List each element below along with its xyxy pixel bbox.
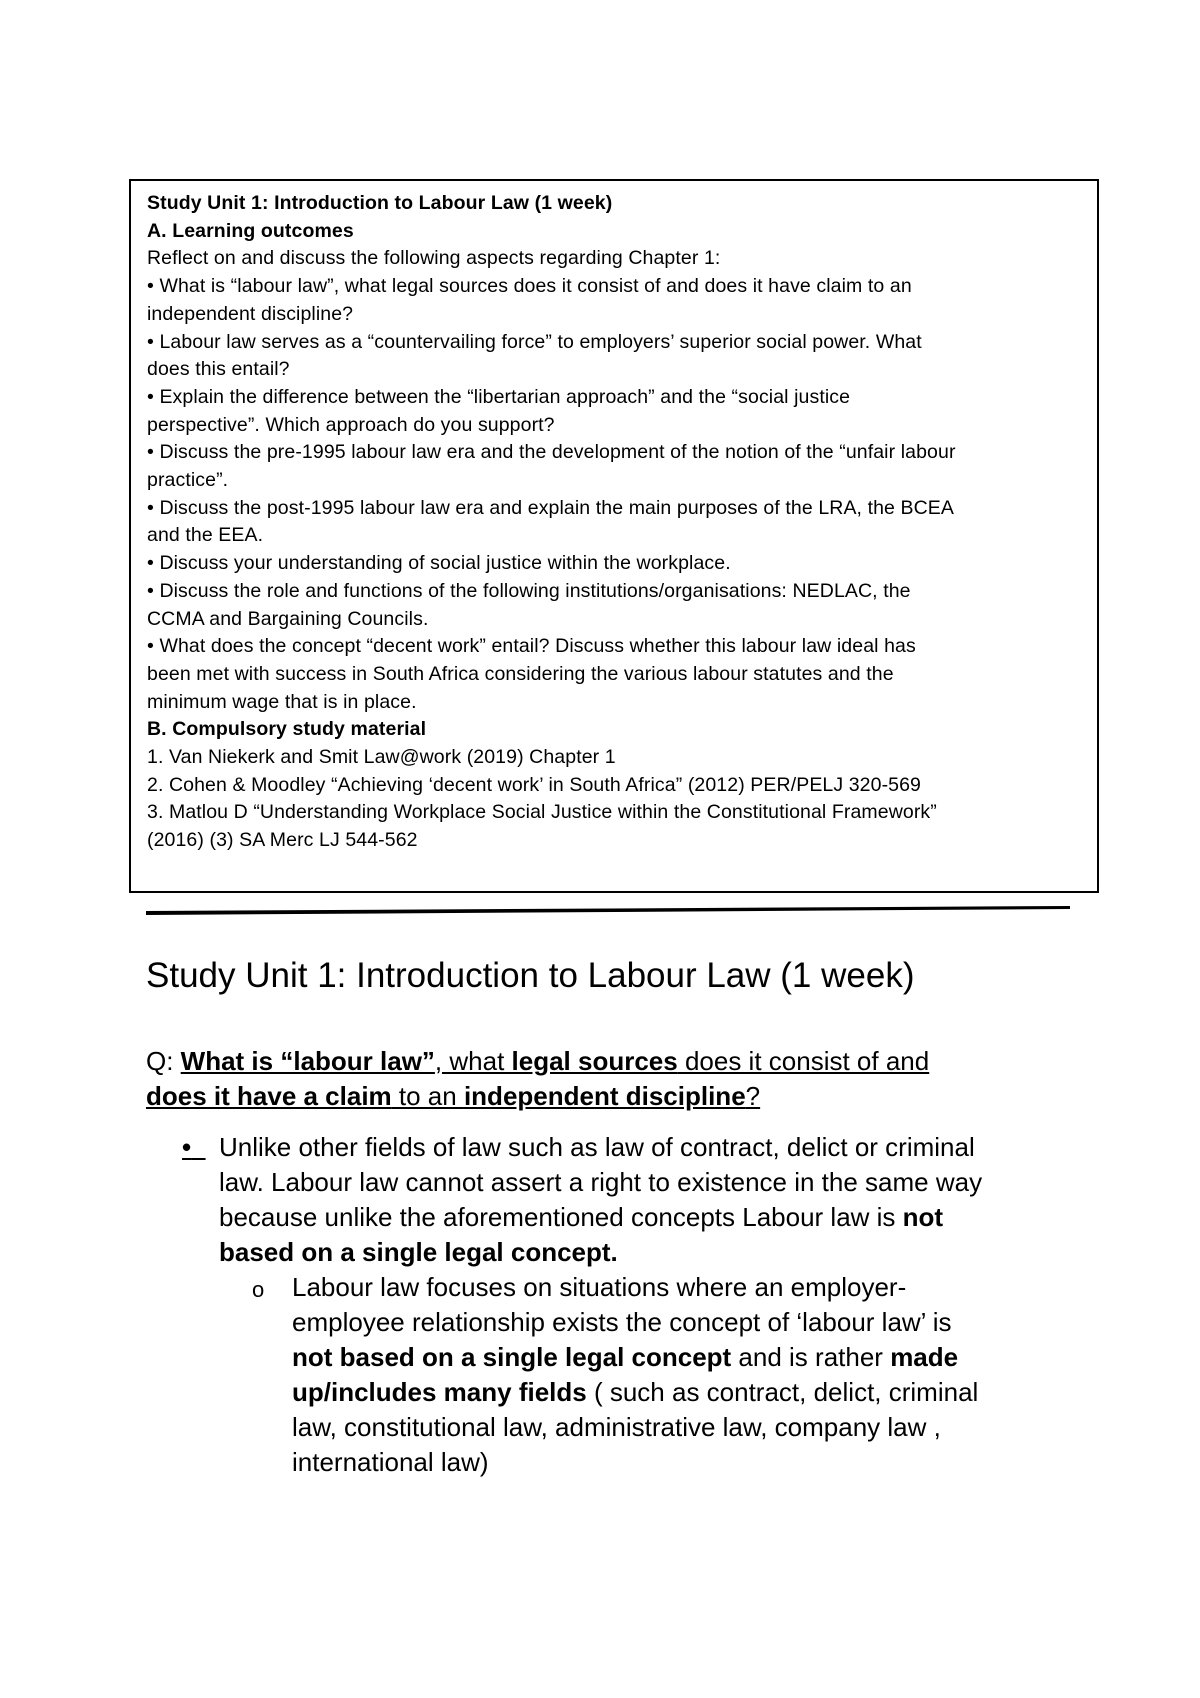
question-line-1 xyxy=(146,1044,1066,1079)
bullet-emphasis: not xyxy=(902,1202,944,1232)
bullet-line xyxy=(219,1235,1079,1270)
outcome-line: • Discuss the role and functions of the following institutions/organisations: NEDLAC, the xyxy=(147,579,911,602)
outcome-line: • Explain the difference between the “libertarian approach” and the “social justice xyxy=(147,385,851,408)
outcome-line: • Discuss the post-1995 labour law era and explain the main purposes of the LRA, the BCEA xyxy=(147,496,955,519)
question-term-claim: does it have a claim xyxy=(146,1081,392,1111)
outcome-line: and the EEA. xyxy=(147,524,264,547)
sub-bullet-line xyxy=(292,1340,1112,1375)
outcome-line: practice”. xyxy=(147,469,229,492)
bullet-line: Unlike other fields of law such as law of contract, delict or criminal xyxy=(219,1132,975,1162)
learning-outcomes-box xyxy=(129,179,1099,893)
bullet-glyph: • xyxy=(182,1132,192,1162)
question-block xyxy=(146,1044,1066,1114)
outcome-line: • Discuss the pre-1995 labour law era and the development of the notion of the “unfair labour xyxy=(147,441,956,464)
outcomes-intro: Reflect on and discuss the following aspects regarding Chapter 1: xyxy=(147,247,721,270)
outcome-line: • What does the concept “decent work” entail? Discuss whether this labour law ideal has xyxy=(147,635,916,658)
sub-bullet-line: employee relationship exists the concept of ‘labour law’ is xyxy=(292,1307,952,1337)
outcome-line: been met with success in South Africa considering the various labour statutes and the xyxy=(147,662,894,685)
outcome-line: does this entail? xyxy=(147,358,290,381)
material-line: 2. Cohen & Moodley “Achieving ‘decent work’ in South Africa” (2012) PER/PELJ 320-569 xyxy=(147,773,922,796)
sub-bullet-line xyxy=(292,1375,1112,1410)
outcome-line: • Labour law serves as a “countervailing force” to employers’ superior social power. What xyxy=(147,330,922,353)
outcome-line: CCMA and Bargaining Councils. xyxy=(147,607,429,630)
sub-bullet-emphasis: not based on a single legal concept xyxy=(292,1342,732,1372)
question-prefix: Q: xyxy=(146,1046,181,1076)
question-text: ? xyxy=(745,1081,761,1111)
outcomes-title: Study Unit 1: Introduction to Labour Law (1 week) xyxy=(147,192,613,214)
outcome-line: perspective”. Which approach do you support? xyxy=(147,413,555,436)
question-line-2 xyxy=(146,1079,1066,1114)
outcome-line: • Discuss your understanding of social justice within the workplace. xyxy=(147,552,731,575)
sub-bullet-emphasis: made xyxy=(890,1342,959,1372)
section-b-heading: B. Compulsory study material xyxy=(147,718,427,741)
question-text: does it consist of and xyxy=(677,1046,930,1076)
question-term-labour-law: What is “labour law” xyxy=(180,1046,435,1076)
question-term-legal-sources: legal sources xyxy=(511,1046,678,1076)
sub-bullet-text xyxy=(292,1270,1112,1480)
bullet-text xyxy=(219,1130,1079,1270)
question-text: , what xyxy=(434,1046,512,1076)
outcome-line: • What is “labour law”, what legal sources does it consist of and does it have claim to an xyxy=(147,275,912,298)
sub-bullet-text-segment: ( such as contract, delict, criminal xyxy=(586,1377,979,1407)
question-term-discipline: independent discipline xyxy=(463,1081,746,1111)
outcome-line: independent discipline? xyxy=(147,302,354,325)
material-line: 3. Matlou D “Understanding Workplace Social Justice within the Constitutional Framework” xyxy=(147,801,937,824)
sub-bullet-line: Labour law focuses on situations where an employer- xyxy=(292,1272,907,1302)
material-line: 1. Van Niekerk and Smit Law@work (2019) Chapter 1 xyxy=(147,746,616,769)
sub-bullet-text-segment: and is rather xyxy=(731,1342,891,1372)
bullet-marker xyxy=(182,1130,206,1165)
section-a-heading: A. Learning outcomes xyxy=(147,219,354,242)
sub-bullet-line: international law) xyxy=(292,1447,489,1477)
bullet-emphasis: based on a single legal concept. xyxy=(219,1237,618,1267)
bullet-line xyxy=(219,1200,1079,1235)
material-line: (2016) (3) SA Merc LJ 544-562 xyxy=(147,829,418,852)
bullet-text-segment: because unlike the aforementioned concepts Labour law is xyxy=(219,1202,903,1232)
notes-title: Study Unit 1: Introduction to Labour Law (1 week) xyxy=(146,956,915,995)
sub-bullet-line: law, constitutional law, administrative law, company law , xyxy=(292,1412,941,1442)
sub-bullet-marker: o xyxy=(252,1277,265,1302)
sub-bullet-emphasis: up/includes many fields xyxy=(292,1377,587,1407)
horizontal-divider xyxy=(146,906,1070,918)
outcome-line: minimum wage that is in place. xyxy=(147,690,417,713)
question-text: to an xyxy=(391,1081,464,1111)
bullet-line: law. Labour law cannot assert a right to existence in the same way xyxy=(219,1167,983,1197)
